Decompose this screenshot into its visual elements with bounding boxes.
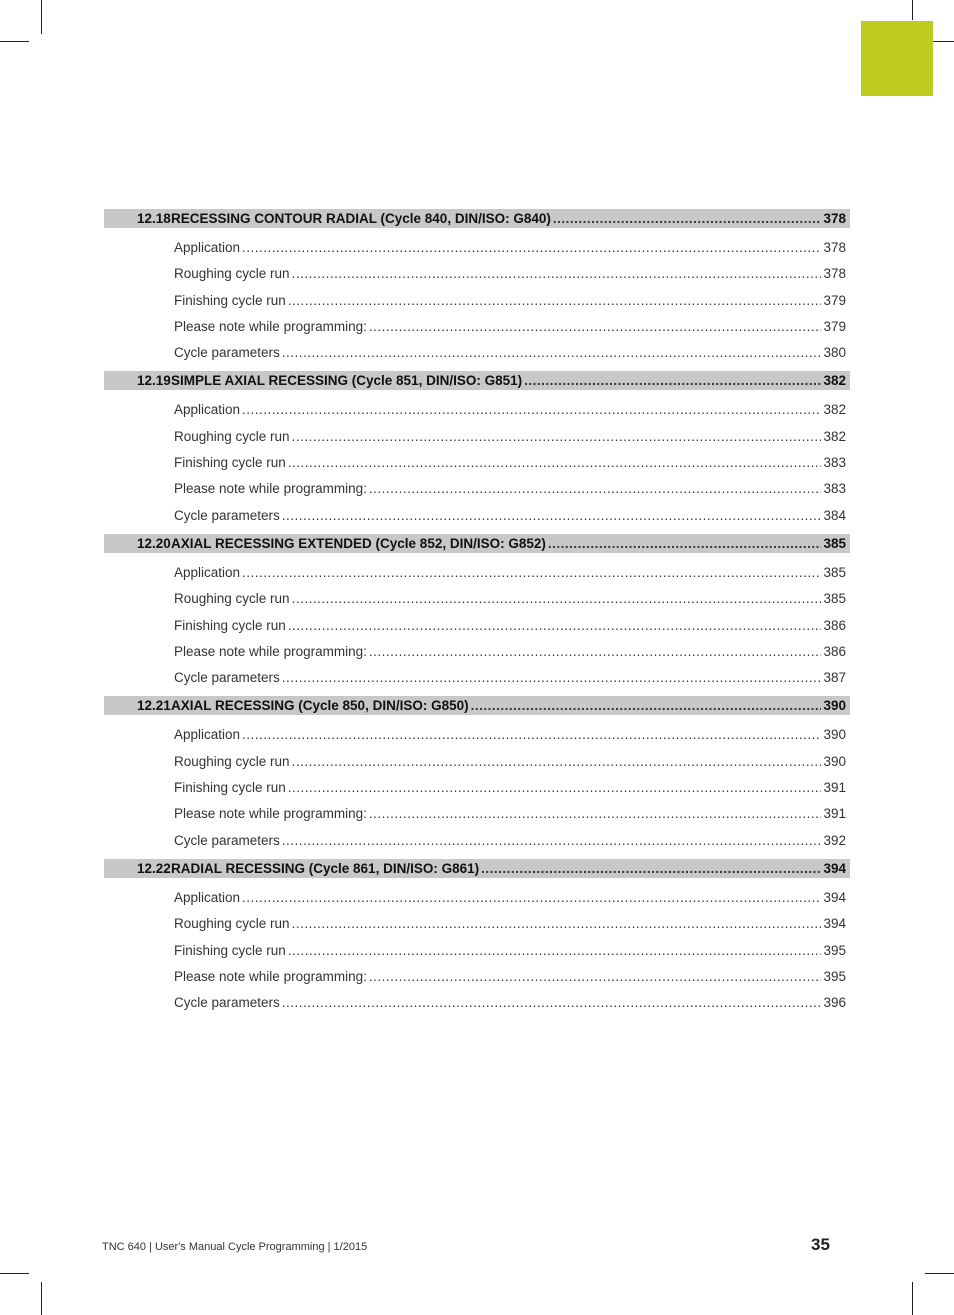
entry-label: Finishing cycle run <box>174 292 286 308</box>
dot-leader <box>242 235 821 261</box>
crop-mark-bottom-right-vertical <box>912 1282 913 1315</box>
section-number: 12.18 <box>137 211 171 226</box>
toc-entry-list <box>104 885 850 1016</box>
crop-mark-top-left-horizontal <box>0 41 29 42</box>
toc-section-heading[interactable] <box>104 859 850 878</box>
entry-page-number: 385 <box>823 564 846 580</box>
toc-entry[interactable] <box>104 775 850 801</box>
entry-label: Cycle parameters <box>174 995 280 1011</box>
entry-page-number: 382 <box>823 428 846 444</box>
section-page-number: 385 <box>823 535 846 551</box>
dot-leader <box>282 828 822 854</box>
toc-section <box>104 371 850 528</box>
entry-page-number: 390 <box>823 753 846 769</box>
toc-section-heading[interactable] <box>104 534 850 553</box>
entry-label: Please note while programming: <box>174 318 367 334</box>
dot-leader <box>242 560 821 586</box>
dot-leader <box>292 749 822 775</box>
dot-leader <box>288 288 822 314</box>
dot-leader <box>292 911 822 937</box>
section-number: 12.22 <box>137 860 171 876</box>
entry-page-number: 378 <box>823 266 846 282</box>
crop-mark-bottom-left-horizontal <box>0 1273 29 1274</box>
dot-leader <box>242 397 821 423</box>
section-title: RADIAL RECESSING (Cycle 861, DIN/ISO: G861) <box>171 860 480 876</box>
entry-page-number: 390 <box>823 727 846 743</box>
entry-page-number: 384 <box>823 507 846 523</box>
entry-label: Cycle parameters <box>174 507 280 523</box>
section-number: 12.21 <box>137 698 171 714</box>
dot-leader <box>548 536 822 551</box>
toc-entry[interactable] <box>104 722 850 748</box>
entry-page-number: 391 <box>823 806 846 822</box>
dot-leader <box>292 586 822 612</box>
toc-section-heading[interactable] <box>104 696 850 715</box>
entry-label: Cycle parameters <box>174 670 280 686</box>
toc-section <box>104 859 850 1016</box>
toc-section <box>104 534 850 691</box>
dot-leader <box>369 314 822 340</box>
toc-entry[interactable] <box>104 314 850 340</box>
toc-entry-list <box>104 560 850 691</box>
toc-entry[interactable] <box>104 560 850 586</box>
toc-entry[interactable] <box>104 938 850 964</box>
entry-page-number: 386 <box>823 617 846 633</box>
dot-leader <box>288 938 822 964</box>
entry-label: Application <box>174 889 241 905</box>
chapter-tab-marker <box>861 21 933 96</box>
toc-entry[interactable] <box>104 424 850 450</box>
entry-label: Roughing cycle run <box>174 428 290 444</box>
entry-page-number: 395 <box>823 968 846 984</box>
toc-entry[interactable] <box>104 613 850 639</box>
toc-entry[interactable] <box>104 749 850 775</box>
entry-label: Roughing cycle run <box>174 916 290 932</box>
entry-page-number: 379 <box>823 292 846 308</box>
entry-label: Cycle parameters <box>174 832 280 848</box>
toc-entry[interactable] <box>104 340 850 366</box>
crop-mark-bottom-left-vertical <box>41 1282 42 1315</box>
entry-page-number: 385 <box>823 591 846 607</box>
entry-page-number: 392 <box>823 832 846 848</box>
dot-leader <box>282 990 822 1016</box>
entry-label: Please note while programming: <box>174 968 367 984</box>
footer-text: TNC 640 | User's Manual Cycle Programming | 1/2015 <box>102 1241 368 1253</box>
toc-entry-list <box>104 722 850 853</box>
toc-entry[interactable] <box>104 885 850 911</box>
crop-mark-top-right-vertical <box>912 0 913 20</box>
dot-leader <box>282 665 822 691</box>
entry-label: Please note while programming: <box>174 806 367 822</box>
toc-entry[interactable] <box>104 586 850 612</box>
section-page-number: 382 <box>823 373 846 389</box>
toc-entry[interactable] <box>104 964 850 990</box>
dot-leader <box>282 503 822 529</box>
entry-label: Finishing cycle run <box>174 617 286 633</box>
toc-entry[interactable] <box>104 450 850 476</box>
entry-label: Please note while programming: <box>174 481 367 497</box>
toc-entry[interactable] <box>104 665 850 691</box>
entry-label: Application <box>174 402 241 418</box>
entry-label: Finishing cycle run <box>174 780 286 796</box>
toc-entry[interactable] <box>104 476 850 502</box>
section-page-number: 394 <box>823 860 846 876</box>
section-number: 12.20 <box>137 535 171 551</box>
dot-leader <box>553 211 822 226</box>
entry-label: Application <box>174 240 241 255</box>
entry-label: Application <box>174 727 241 743</box>
entry-page-number: 396 <box>823 995 846 1011</box>
dot-leader <box>369 476 822 502</box>
toc-entry[interactable] <box>104 639 850 665</box>
page-number: 35 <box>811 1235 830 1254</box>
entry-label: Please note while programming: <box>174 643 367 659</box>
crop-mark-bottom-right-horizontal <box>925 1273 954 1274</box>
toc-entry[interactable] <box>104 261 850 287</box>
toc-entry-list <box>104 397 850 528</box>
entry-page-number: 380 <box>823 345 846 361</box>
dot-leader <box>481 861 821 876</box>
entry-page-number: 387 <box>823 670 846 686</box>
section-title: AXIAL RECESSING EXTENDED (Cycle 852, DIN/ISO: G852) <box>171 535 546 551</box>
dot-leader <box>242 885 821 911</box>
section-page-number: 378 <box>823 211 846 226</box>
section-number: 12.19 <box>137 373 171 389</box>
entry-page-number: 394 <box>823 889 846 905</box>
section-title: RECESSING CONTOUR RADIAL (Cycle 840, DIN/ISO: G840) <box>171 211 551 226</box>
toc-section <box>104 209 850 366</box>
entry-page-number: 383 <box>823 481 846 497</box>
dot-leader <box>288 450 822 476</box>
section-title: AXIAL RECESSING (Cycle 850, DIN/ISO: G850) <box>171 698 469 714</box>
entry-label: Roughing cycle run <box>174 266 290 282</box>
toc-entry[interactable] <box>104 911 850 937</box>
entry-label: Cycle parameters <box>174 345 280 361</box>
dot-leader <box>242 722 821 748</box>
dot-leader <box>288 775 822 801</box>
dot-leader <box>369 964 822 990</box>
toc-entry[interactable] <box>104 990 850 1016</box>
section-title: SIMPLE AXIAL RECESSING (Cycle 851, DIN/ISO: G851) <box>171 373 523 389</box>
dot-leader <box>369 801 822 827</box>
dot-leader <box>369 639 822 665</box>
table-of-contents <box>104 209 850 1021</box>
toc-entry[interactable] <box>104 801 850 827</box>
toc-section <box>104 696 850 853</box>
entry-label: Roughing cycle run <box>174 753 290 769</box>
toc-entry[interactable] <box>104 503 850 529</box>
dot-leader <box>292 261 822 287</box>
toc-entry[interactable] <box>104 235 850 261</box>
dot-leader <box>471 698 822 713</box>
section-page-number: 390 <box>823 698 846 714</box>
dot-leader <box>282 340 822 366</box>
toc-entry[interactable] <box>104 397 850 423</box>
entry-label: Finishing cycle run <box>174 942 286 958</box>
crop-mark-top-left-vertical <box>41 0 42 34</box>
toc-entry[interactable] <box>104 828 850 854</box>
entry-page-number: 382 <box>823 402 846 418</box>
entry-page-number: 383 <box>823 455 846 471</box>
entry-page-number: 391 <box>823 780 846 796</box>
entry-page-number: 395 <box>823 942 846 958</box>
dot-leader <box>524 373 821 388</box>
entry-label: Roughing cycle run <box>174 591 290 607</box>
dot-leader <box>288 613 822 639</box>
entry-label: Application <box>174 564 241 580</box>
entry-page-number: 378 <box>823 240 846 255</box>
dot-leader <box>292 424 822 450</box>
entry-page-number: 386 <box>823 643 846 659</box>
entry-label: Finishing cycle run <box>174 455 286 471</box>
toc-entry-list <box>104 235 850 366</box>
entry-page-number: 394 <box>823 916 846 932</box>
entry-page-number: 379 <box>823 318 846 334</box>
toc-section-heading[interactable] <box>104 371 850 390</box>
toc-section-heading[interactable] <box>104 209 850 228</box>
toc-entry[interactable] <box>104 288 850 314</box>
